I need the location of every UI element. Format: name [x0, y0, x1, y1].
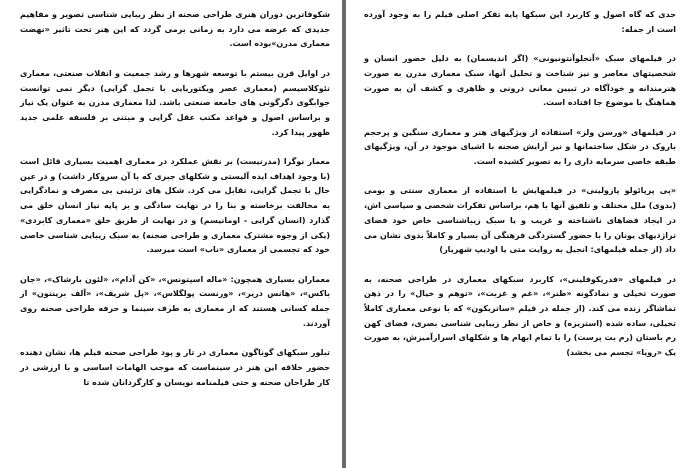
right-paragraph-4: «پی پرپائولو پازولینی» در فیلمهایش با استفاده از معماری سنتی و بومی (بدوی) ملل مختلف و تلفیق آنها با هم، براساس تفکرات شخصی و سیاسی اش، در ایجاد فضاهای ناشناخته و غریب و یا سبک زیباشناسی خاص خود فضای تراژدیهای یونان را با حضور گستردگی فرهنگی آن بسیار و کاملاً بدوی نشان می داد (از جمله فیلمهای: انجیل به روایت متی یا اودیپ شهریار): [364, 186, 676, 255]
right-page-text-column: [364, 8, 676, 376]
left-paragraph-5: تبلور سبکهای گوناگون معماری در تار و پود طراحی صحنه فیلم ها، نشان دهنده حضور خلاقه این هنر در سینماست که موجب الهامات اساسی و با ارزشی در کار طراحان صحنه و حتی فیلمنامه نویسان و کارگردانان شده تا: [20, 348, 330, 387]
right-paragraph-2: در فیلمهای سبک «آنجلوآنتونیونی» (اگر اندیسمان) به دلیل حضور انسان و شخصیتهای معاصر و نیز شناخت و تحلیل آنها، سبک معماری مدرن به صورت هنرمندانه و خودآگاه در تبیین معانی درونی و ظاهری و کشف آن به صورت هماهنگ با موضوع جا افتاده است.: [364, 54, 676, 108]
right-paragraph-3: در فیلمهای «ورسن ولز» استفاده از ویژگیهای هنر و معماری سنگین و پرحجم باروک در شکل ساختمانها و نیز آرایش صحنه با اشیای موجود در آن، ویژگیهای طبقه خاصی سرمایه داری را به تصویر کشیده است.: [364, 127, 676, 166]
left-paragraph-1: شکوفاترین دوران هنری طراحی صحنه از نظر زیبایی شناسی تصویر و مفاهیم جدیدی که عرضه می دارد به زمانی برمی گردد که این هنر تحت تاثیر «نهضت معماری مدرن»بوده است.: [20, 10, 330, 49]
right-paragraph-1: حدی که گاه اصول و کاربرد این سبکها پایه تفکر اصلی فیلم را به وجود آورده است از جمله:: [364, 10, 676, 34]
left-paragraph-2: در اوایل قرن بیستم با توسعه شهرها و رشد جمعیت و انقلاب صنعتی، معماری نئوکلاسیسم (معماری عصر ویکتوریایی با تجمل گرایی) دیگر نمی توانست جوابگوی دگرگونی های جامعه صنعتی باشد. لذا معماری مدرن به عنوان یک نیاز و براساس اصول و قواعد مکتب عقل گرایی و مبتنی بر فلسفه علمی جدید ظهور پیدا کرد.: [20, 68, 330, 137]
left-paragraph-4: معماران بسیاری همچون: «ماله اسپتونس»، «کن آدام»، «لئون بارشاک»، «جان باکس»، «هانس دریر»، «ورنست پولگلاس»، «پل شریف»، «آلف برینتون» از جمله کسانی هستند که از معماری به طرف سینما و حرفه طراحی صحنه روی آوردند.: [20, 274, 330, 328]
right-page: [346, 0, 688, 468]
left-page: [0, 0, 342, 468]
left-paragraph-3: معمار نوگرا (مدرنیست) بر نقش عملکرد در معماری اهمیت بسیاری قائل است (با وجود اهداف ایده آلیستی و شکلهای جبری که با آن سروکار داشت) و در عین حال با تجمل گرایی، تقابل می کرد. شکل های تزئینی بی مصرف و نمادگرایی به مخالفت برخاسته و بنا را در نهایت سادگی و بر پایه نیاز انسان خلق می گذارد (انسان گرایی - اومانیسم) و در نهایت از طریق خلق «معماری کابردی» (یکی از وجوه مشترک معماری و طراحی صحنه) به سبک زیبایی شناسی خاصی خود که تجسمی از معماری «ناب» است میرسد.: [20, 157, 330, 255]
left-page-text-column: [20, 8, 330, 405]
right-paragraph-5: در فیلمهای «فدریکوفلینی»، کاربرد سبکهای معماری در طراحی صحنه، به صورت تخیلی و نمادگونه «طنز»، «غم و غربت»، «توهم و خیال» را در ذهن تماشاگر زنده می کند. (از جمله در فیلم «ساتریکون» که با نوعی معماری کاملاً تخیلی، ساده شده (استریزه) و خاص از نظر زیبایی شناسی بصری، فضای کهن رم باستان (رم بت پرست) را با تمام ابهام ها و شکلهای اسرارآمیزش، به صورت یک «رویا» تجسم می بخشد): [364, 274, 676, 358]
